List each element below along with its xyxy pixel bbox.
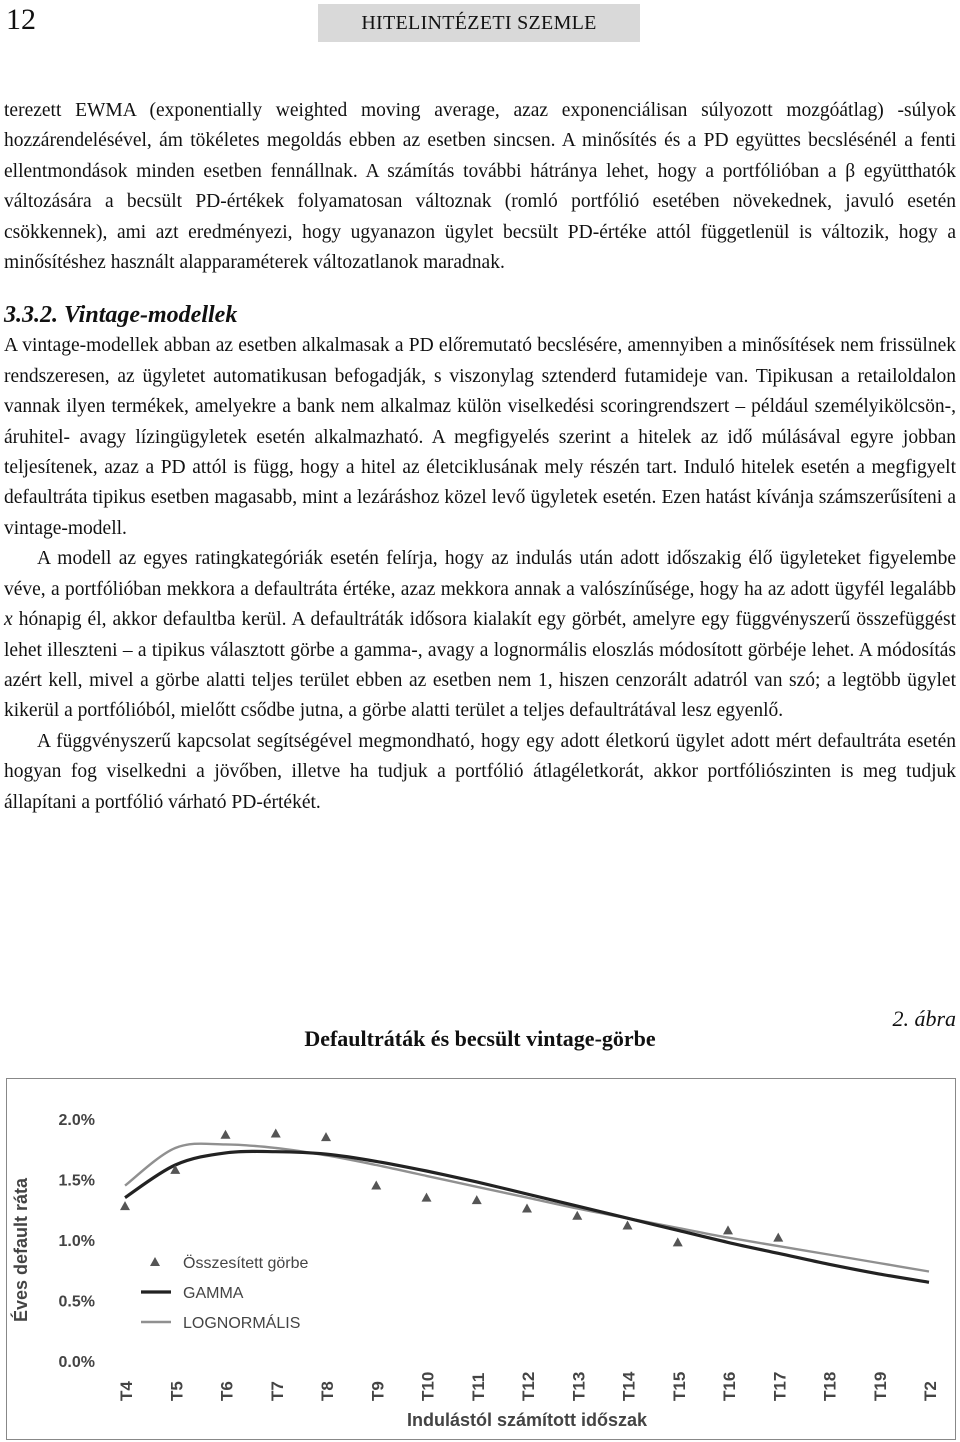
chart-frame: [6, 1078, 956, 1440]
x-tick-label: T10: [418, 1371, 438, 1401]
page-number: 12: [6, 3, 36, 36]
section-heading: 3.3.2. Vintage-modellek: [4, 302, 238, 329]
x-tick-label: T13: [569, 1371, 589, 1401]
paragraph: A függvényszerű kapcsolat segítségével megmondható, hogy egy adott életkorú ügylet adott mért defaultráta esetén hogyan fog viselkedni a jövőben, illetve ha tudjuk a portfólió átlagéletkorát, akkor portfóliószinten is meg tudjuk állapítani a portfólió várható PD-értékét.: [4, 730, 956, 813]
data-point-marker: [321, 1132, 331, 1141]
figure-label: 2. ábra: [892, 1006, 956, 1031]
data-point-marker: [673, 1237, 683, 1246]
article-body: [4, 96, 956, 818]
paragraph: terezett EWMA (exponentially weighted moving average, azaz exponenciálisan súlyozott mozgóátlag) -súlyok hozzárendelésével, ám tökéletes megoldás ebben az esetben sincsen. A minősítés és a PD együttes becslésénél a fenti ellentmondások minden esetben fennállnak. A számítás további hátránya lehet, hogy a portfólióban a β együtthatók változására a becsült PD-értékek folyamatosan változnak (romló portfólió esetében növekednek, javuló esetén csökkennek), ami azt eredményezi, hogy ugyanazon ügylet becsült PD-értéke attól függetlenül is változik, hogy a minősítéshez használt alapparaméterek változatlanok maradnak.: [4, 100, 956, 274]
x-tick-label: T19: [870, 1371, 890, 1401]
legend-entry: LOGNORMÁLIS: [183, 1315, 301, 1332]
x-tick-label: T8: [318, 1381, 337, 1401]
paragraph-text: hónapig él, akkor defaultba kerül. A defaultráták idősora kialakít egy görbét, amelyre egy függvényszerű összefüggést lehet illeszteni – a tipikus választott görbe a gamma-, avagy a lognormális eloszlás módosított görbéje lehet. A módosítás azért kell, mivel a görbe alatti teljes terület ebben az esetben nem 1, hiszen cenzorált adatról van szó; a legtöbb ügylet kikerül a portfólióból, mielőtt csődbe jutna, a görbe alatti terület a teljes defaultrátával lesz egyenlő.: [4, 609, 956, 722]
y-axis-label: Éves default ráta: [11, 1177, 31, 1323]
data-point-marker: [422, 1193, 432, 1202]
paragraph-text: A modell az egyes ratingkategóriák esetén felírja, hogy az indulás után adott időszakig élő ügyleteket figyelembe véve, a portfólióban mekkora a defaultráta értéke, azaz mekkora annak a valószínűsége, hogy ha az adott ügyfél legalább: [4, 548, 956, 600]
data-point-marker: [271, 1129, 281, 1138]
x-tick-label: T15: [669, 1371, 689, 1401]
x-tick-label: T9: [368, 1381, 388, 1401]
x-tick-label: T18: [820, 1371, 840, 1401]
data-point-marker: [522, 1204, 532, 1213]
data-point-marker: [120, 1201, 130, 1210]
x-tick-label: T16: [720, 1371, 739, 1401]
data-point-marker: [773, 1233, 783, 1242]
y-tick-label: 1.5%: [58, 1172, 95, 1190]
data-point-marker: [371, 1181, 381, 1190]
y-tick-label: 0.5%: [58, 1293, 95, 1311]
x-axis-label: Indulástól számított időszak: [406, 1410, 648, 1430]
data-point-marker: [221, 1130, 231, 1139]
legend-entry: GAMMA: [183, 1285, 244, 1302]
y-tick-label: 1.0%: [58, 1233, 95, 1250]
x-tick-label: T17: [770, 1371, 790, 1401]
variable-x: x: [4, 609, 13, 631]
legend-entry: Összesített görbe: [183, 1255, 309, 1272]
paragraph: A vintage-modellek abban az esetben alkalmasak a PD előremutató becslésére, amennyiben a minősítések nem frissülnek rendszeresen, az ügyletet automatikusan befogadják, s viszonylag sztenderd futamideje van. Tipikusan a retailoldalon vannak ilyen termékek, amelyekre a bank nem alkalmaz külön viselkedési scoringrendszert – például személyikölcsön-, áruhitel- avagy lízingügyletek esetén alkalmazható. A megfigyelés szerint a hitelek az idő múlásával egyre jobban teljesítenek, azaz a PD attól is függ, hogy a hitel az életciklusának mely részén tart. Induló hitelek esetén a megfigyelt defaultráta tipikus esetben magasabb, mint a lezáráshoz közel levő ügyletek esetén. Ezen hatást kívánja számszerűsíteni a vintage-modell.: [4, 335, 956, 539]
x-tick-label: T2: [921, 1381, 940, 1401]
paragraph: [4, 544, 956, 726]
y-tick-label: 2.0%: [58, 1112, 95, 1129]
x-tick-label: T12: [519, 1371, 538, 1401]
x-tick-label: T11: [468, 1372, 488, 1401]
y-tick-label: 0.0%: [58, 1354, 95, 1371]
x-tick-label: T5: [167, 1381, 187, 1401]
journal-title: HITELINTÉZETI SZEMLE: [318, 4, 640, 42]
legend-marker: [150, 1257, 160, 1266]
x-tick-label: T14: [619, 1371, 639, 1401]
x-tick-label: T4: [117, 1381, 136, 1401]
data-point-marker: [572, 1211, 582, 1220]
figure-title: Defaultráták és becsült vintage-görbe: [304, 1026, 656, 1051]
vintage-chart: [7, 1079, 955, 1439]
data-point-marker: [623, 1220, 633, 1229]
x-tick-label: T6: [217, 1381, 237, 1401]
data-point-marker: [723, 1225, 733, 1234]
x-tick-label: T7: [267, 1381, 287, 1401]
data-point-marker: [472, 1195, 482, 1204]
